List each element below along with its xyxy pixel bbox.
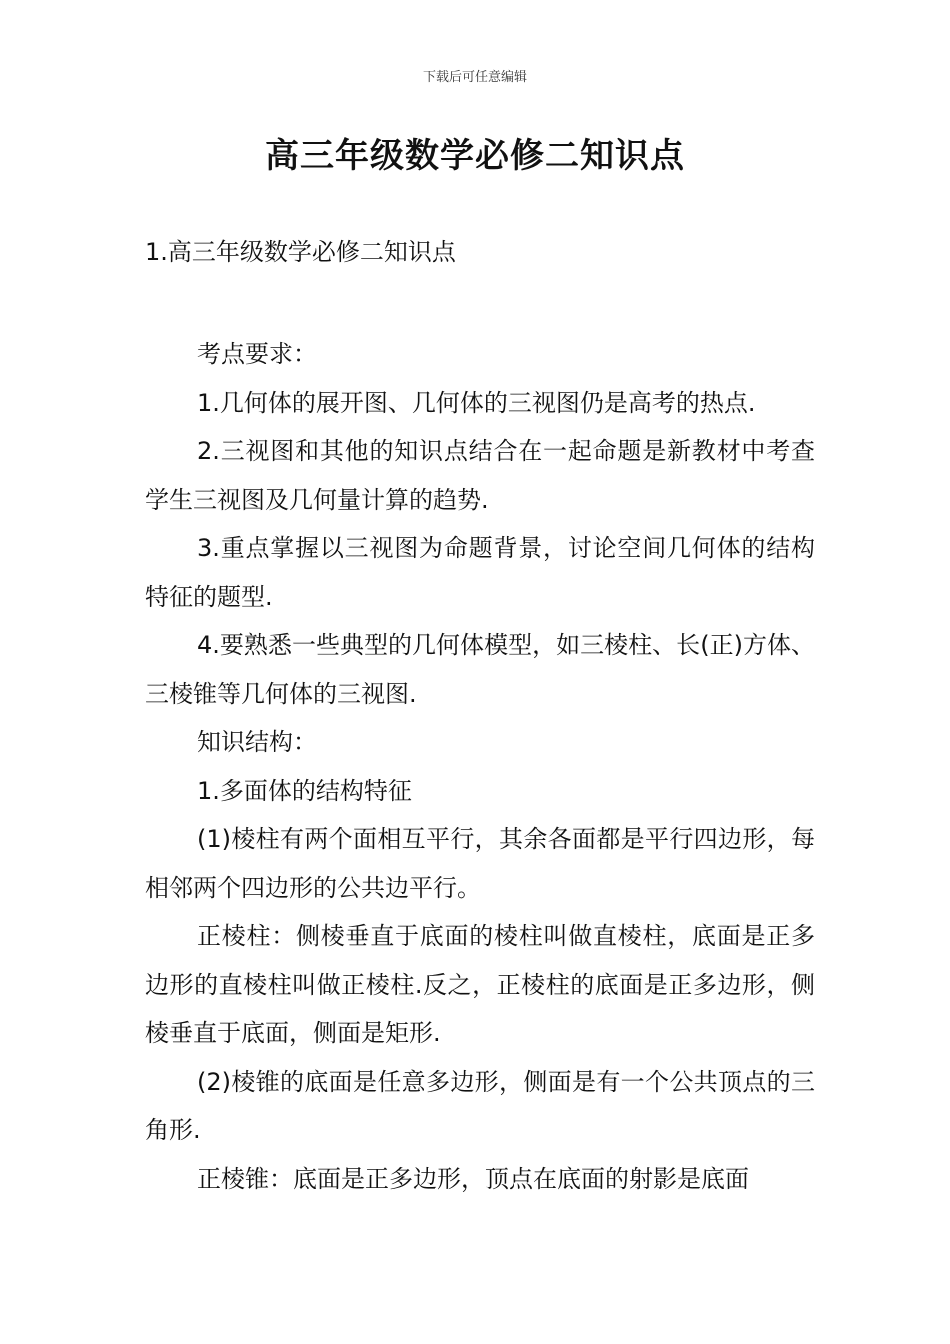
paragraph-prism: (1)棱柱有两个面相互平行，其余各面都是平行四边形，每相邻两个四边形的公共边平行。 <box>145 825 815 902</box>
header-note: 下载后可任意编辑 <box>422 70 527 85</box>
paragraph-exam-requirements-label: 考点要求： <box>197 340 317 368</box>
paragraph-requirement-4: 4.要熟悉一些典型的几何体模型，如三棱柱、长(正)方体、三棱锥等几何体的三视图. <box>145 631 815 708</box>
document-body <box>145 330 815 1203</box>
paragraph-requirement-2: 2.三视图和其他的知识点结合在一起命题是新教材中考查学生三视图及几何量计算的趋势. <box>145 437 815 514</box>
section-heading: 1.高三年级数学必修二知识点 <box>145 238 456 266</box>
paragraph-requirement-3: 3.重点掌握以三视图为命题背景，讨论空间几何体的结构特征的题型. <box>145 534 815 611</box>
document-title: 高三年级数学必修二知识点 <box>265 136 685 176</box>
paragraph-regular-prism: 正棱柱：侧棱垂直于底面的棱柱叫做直棱柱，底面是正多边形的直棱柱叫做正棱柱.反之，正棱柱的底面是正多边形，侧棱垂直于底面，侧面是矩形. <box>145 922 815 1047</box>
paragraph-pyramid: (2)棱锥的底面是任意多边形，侧面是有一个公共顶点的三角形. <box>145 1067 815 1144</box>
paragraph-knowledge-structure-label: 知识结构： <box>197 728 317 756</box>
paragraph-polyhedron-heading: 1.多面体的结构特征 <box>197 776 412 805</box>
paragraph-regular-pyramid: 正棱锥：底面是正多边形，顶点在底面的射影是底面 <box>197 1164 749 1193</box>
paragraph-requirement-1: 1.几何体的展开图、几何体的三视图仍是高考的热点. <box>197 388 756 417</box>
